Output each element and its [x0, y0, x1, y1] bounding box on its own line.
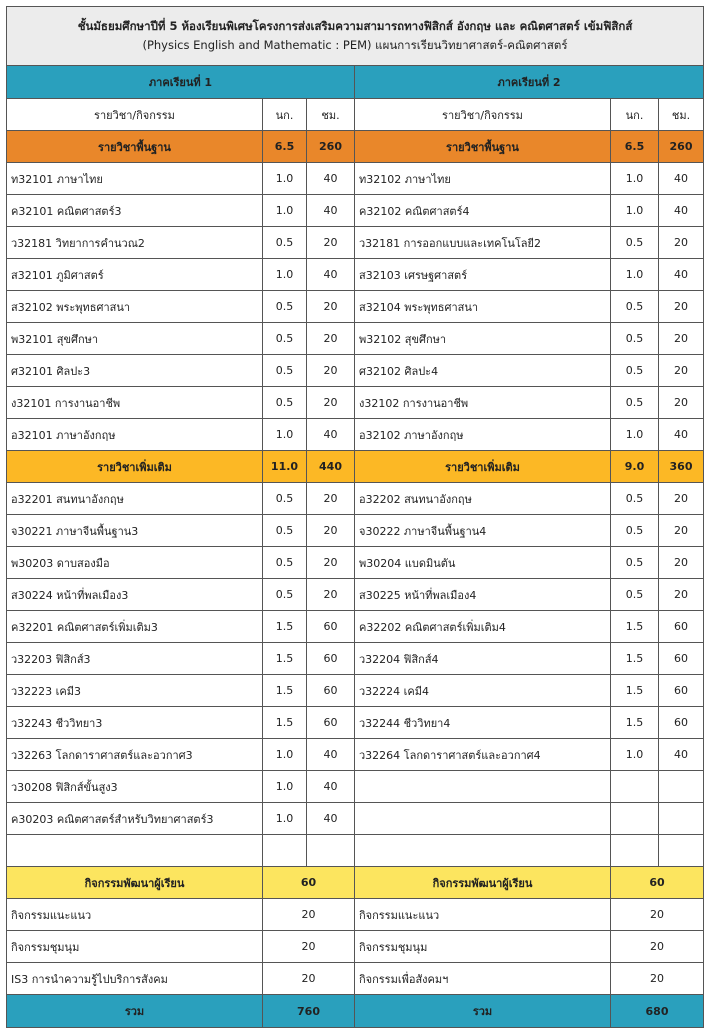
- title-line-2: (Physics English and Mathematic : PEM) แผนการเรียนวิทยาศาสตร์-คณิตศาสตร์: [142, 38, 568, 52]
- core-subjects-hours: 260: [659, 131, 704, 163]
- subject-credits: 0.5: [611, 483, 659, 515]
- subject-credits: 1.0: [611, 739, 659, 771]
- subject-name: ว32203 ฟิสิกส์3: [7, 643, 263, 675]
- subject-hours: 20: [307, 579, 355, 611]
- subject-credits: 1.5: [263, 675, 307, 707]
- extra-subjects-subject-row: [7, 643, 704, 675]
- title-row: [7, 7, 704, 66]
- subject-credits: 1.5: [263, 611, 307, 643]
- subject-hours: 20: [659, 227, 704, 259]
- subject-hours: 20: [307, 355, 355, 387]
- page-title: [7, 7, 704, 66]
- subject-hours: 60: [659, 611, 704, 643]
- core-subjects-subject-row: [7, 355, 704, 387]
- subject-credits: 0.5: [263, 323, 307, 355]
- total-label: รวม: [355, 995, 611, 1028]
- subject-name: ค32202 คณิตศาสตร์เพิ่มเติม4: [355, 611, 611, 643]
- semester-2-header: ภาคเรียนที่ 2: [355, 66, 704, 99]
- subject-name: ส30225 หน้าที่พลเมือง4: [355, 579, 611, 611]
- extra-subjects-label: รายวิชาเพิ่มเติม: [7, 451, 263, 483]
- subject-credits: 1.5: [611, 643, 659, 675]
- subject-hours: 40: [307, 259, 355, 291]
- extra-subjects-subject-row: [7, 675, 704, 707]
- subject-credits: 1.5: [263, 643, 307, 675]
- subject-hours: 20: [659, 515, 704, 547]
- subject-name: พ32101 สุขศึกษา: [7, 323, 263, 355]
- subject-credits: 1.0: [611, 419, 659, 451]
- hours-header: ชม.: [659, 99, 704, 131]
- core-subjects-credits: 6.5: [263, 131, 307, 163]
- subject-hours: 60: [659, 707, 704, 739]
- subject-credits: 0.5: [611, 387, 659, 419]
- core-subjects-credits: 6.5: [611, 131, 659, 163]
- subject-name: ว32223 เคมี3: [7, 675, 263, 707]
- subject-name: ส32102 พระพุทธศาสนา: [7, 291, 263, 323]
- extra-subjects-subject-row: [7, 739, 704, 771]
- subject-hours: 40: [659, 739, 704, 771]
- hours-header: ชม.: [307, 99, 355, 131]
- subject-hours: 20: [659, 483, 704, 515]
- subject-credits: 1.0: [263, 259, 307, 291]
- subject-hours: 20: [659, 355, 704, 387]
- subject-hours: 60: [659, 643, 704, 675]
- subject-name: อ32102 ภาษาอังกฤษ: [355, 419, 611, 451]
- subject-hours: 20: [307, 387, 355, 419]
- activity-name: IS3 การนำความรู้ไปบริการสังคม: [7, 963, 263, 995]
- subject-credits: 0.5: [611, 323, 659, 355]
- subject-credits: 1.5: [611, 707, 659, 739]
- extra-subjects-hours: 440: [307, 451, 355, 483]
- subject-hours: 20: [659, 387, 704, 419]
- subject-name: จ30222 ภาษาจีนพื้นฐาน4: [355, 515, 611, 547]
- subject-name: [7, 835, 263, 867]
- subject-name: ว32181 วิทยาการคำนวณ2: [7, 227, 263, 259]
- subject-name: [355, 835, 611, 867]
- subject-credits: 0.5: [263, 227, 307, 259]
- subject-hours: 40: [307, 419, 355, 451]
- subject-name: จ30221 ภาษาจีนพื้นฐาน3: [7, 515, 263, 547]
- activity-hours: 20: [611, 899, 704, 931]
- activities-header-row: [7, 867, 704, 899]
- subject-name: ว30208 ฟิสิกส์ขั้นสูง3: [7, 771, 263, 803]
- extra-subjects-subject-row: [7, 771, 704, 803]
- subject-hours: 20: [307, 515, 355, 547]
- subject-credits: 0.5: [263, 483, 307, 515]
- core-subjects-subject-row: [7, 387, 704, 419]
- activity-row: [7, 899, 704, 931]
- subject-name: ค32101 คณิตศาสตร์3: [7, 195, 263, 227]
- activity-hours: 20: [263, 931, 355, 963]
- total-hours: 760: [263, 995, 355, 1028]
- activity-hours: 20: [263, 899, 355, 931]
- subject-credits: 1.0: [611, 195, 659, 227]
- extra-subjects-subject-row: [7, 611, 704, 643]
- subject-name: ง32102 การงานอาชีพ: [355, 387, 611, 419]
- subject-hours: 60: [307, 707, 355, 739]
- subject-hours: 20: [659, 291, 704, 323]
- total-label: รวม: [7, 995, 263, 1028]
- extra-subjects-subject-row: [7, 835, 704, 867]
- subject-hours: [659, 803, 704, 835]
- subject-credits: 1.0: [263, 163, 307, 195]
- subject-name: อ32201 สนทนาอังกฤษ: [7, 483, 263, 515]
- subject-name: อ32101 ภาษาอังกฤษ: [7, 419, 263, 451]
- subject-hours: [307, 835, 355, 867]
- subject-hours: 60: [307, 611, 355, 643]
- extra-subjects-hours: 360: [659, 451, 704, 483]
- core-subjects-hours: 260: [307, 131, 355, 163]
- subject-credits: 1.0: [263, 195, 307, 227]
- subject-hours: 40: [307, 771, 355, 803]
- subject-name: ว32204 ฟิสิกส์4: [355, 643, 611, 675]
- subject-name: ส32103 เศรษฐศาสตร์: [355, 259, 611, 291]
- subject-name: พ30203 ดาบสองมือ: [7, 547, 263, 579]
- activity-name: กิจกรรมแนะแนว: [7, 899, 263, 931]
- subject-hours: 20: [659, 323, 704, 355]
- subject-hours: [659, 771, 704, 803]
- extra-subjects-credits: 11.0: [263, 451, 307, 483]
- core-subjects-label: รายวิชาพื้นฐาน: [355, 131, 611, 163]
- subject-hours: [659, 835, 704, 867]
- subject-name: ว32224 เคมี4: [355, 675, 611, 707]
- subject-hours: 40: [307, 803, 355, 835]
- subject-credits: 0.5: [263, 515, 307, 547]
- extra-subjects-subject-row: [7, 803, 704, 835]
- subject-credits: 1.0: [263, 771, 307, 803]
- subject-hours: 20: [659, 547, 704, 579]
- subject-credits: 0.5: [611, 515, 659, 547]
- subject-name: ศ32102 ศิลปะ4: [355, 355, 611, 387]
- activity-hours: 20: [263, 963, 355, 995]
- subject-hours: 40: [659, 163, 704, 195]
- core-subjects-subject-row: [7, 259, 704, 291]
- extra-subjects-subject-row: [7, 515, 704, 547]
- subject-credits: 1.0: [263, 803, 307, 835]
- subject-hours: 60: [307, 643, 355, 675]
- activity-name: กิจกรรมชุมนุม: [7, 931, 263, 963]
- subject-credits: 0.5: [611, 291, 659, 323]
- subject-hours: 20: [307, 323, 355, 355]
- subject-credits: 0.5: [611, 355, 659, 387]
- core-subjects-subject-row: [7, 195, 704, 227]
- extra-subjects-header-row: [7, 451, 704, 483]
- subject-name: ว32263 โลกดาราศาสตร์และอวกาศ3: [7, 739, 263, 771]
- subject-name: ท32102 ภาษาไทย: [355, 163, 611, 195]
- total-hours: 680: [611, 995, 704, 1028]
- subject-header: รายวิชา/กิจกรรม: [355, 99, 611, 131]
- subject-credits: 0.5: [611, 227, 659, 259]
- subject-hours: 40: [307, 739, 355, 771]
- subject-hours: 20: [307, 227, 355, 259]
- subject-hours: 40: [307, 195, 355, 227]
- subject-credits: [611, 771, 659, 803]
- curriculum-table: [6, 6, 704, 1028]
- subject-credits: 1.0: [611, 259, 659, 291]
- subject-name: ว32181 การออกแบบและเทคโนโลยี2: [355, 227, 611, 259]
- core-subjects-subject-row: [7, 227, 704, 259]
- subject-hours: 40: [659, 195, 704, 227]
- extra-subjects-subject-row: [7, 579, 704, 611]
- subject-name: [355, 803, 611, 835]
- extra-subjects-credits: 9.0: [611, 451, 659, 483]
- activity-name: กิจกรรมเพื่อสังคมฯ: [355, 963, 611, 995]
- activity-hours: 20: [611, 931, 704, 963]
- subject-hours: 60: [307, 675, 355, 707]
- subject-name: ส32104 พระพุทธศาสนา: [355, 291, 611, 323]
- activity-row: [7, 931, 704, 963]
- subject-name: ว32244 ชีววิทยา4: [355, 707, 611, 739]
- subject-name: ค30203 คณิตศาสตร์สำหรับวิทยาศาสตร์3: [7, 803, 263, 835]
- activities-hours: 60: [611, 867, 704, 899]
- activity-row: [7, 963, 704, 995]
- subject-credits: 1.0: [611, 163, 659, 195]
- subject-credits: 1.5: [611, 611, 659, 643]
- subject-credits: 0.5: [263, 291, 307, 323]
- subject-name: ค32102 คณิตศาสตร์4: [355, 195, 611, 227]
- subject-hours: 40: [659, 259, 704, 291]
- extra-subjects-subject-row: [7, 547, 704, 579]
- subject-name: พ32102 สุขศึกษา: [355, 323, 611, 355]
- extra-subjects-subject-row: [7, 483, 704, 515]
- subject-credits: 0.5: [611, 547, 659, 579]
- subject-name: [355, 771, 611, 803]
- total-row: [7, 995, 704, 1028]
- subject-hours: 60: [659, 675, 704, 707]
- activities-label: กิจกรรมพัฒนาผู้เรียน: [355, 867, 611, 899]
- activity-name: กิจกรรมชุมนุม: [355, 931, 611, 963]
- core-subjects-subject-row: [7, 419, 704, 451]
- semester-header-row: [7, 66, 704, 99]
- subject-name: ง32101 การงานอาชีพ: [7, 387, 263, 419]
- subject-credits: [611, 835, 659, 867]
- core-subjects-subject-row: [7, 323, 704, 355]
- core-subjects-header-row: [7, 131, 704, 163]
- subject-name: ว32243 ชีววิทยา3: [7, 707, 263, 739]
- subject-name: ค32201 คณิตศาสตร์เพิ่มเติม3: [7, 611, 263, 643]
- subject-credits: 1.0: [263, 739, 307, 771]
- activity-name: กิจกรรมแนะแนว: [355, 899, 611, 931]
- subject-credits: [611, 803, 659, 835]
- subject-credits: 0.5: [263, 387, 307, 419]
- subject-credits: 0.5: [263, 579, 307, 611]
- subject-hours: 20: [659, 579, 704, 611]
- extra-subjects-subject-row: [7, 707, 704, 739]
- subject-hours: 40: [659, 419, 704, 451]
- subject-name: ส30224 หน้าที่พลเมือง3: [7, 579, 263, 611]
- extra-subjects-label: รายวิชาเพิ่มเติม: [355, 451, 611, 483]
- credits-header: นก.: [611, 99, 659, 131]
- subject-name: ศ32101 ศิลปะ3: [7, 355, 263, 387]
- subject-name: ส32101 ภูมิศาสตร์: [7, 259, 263, 291]
- activity-hours: 20: [611, 963, 704, 995]
- subject-credits: 1.5: [611, 675, 659, 707]
- semester-1-header: ภาคเรียนที่ 1: [7, 66, 355, 99]
- subject-credits: 0.5: [611, 579, 659, 611]
- subject-credits: 1.0: [263, 419, 307, 451]
- core-subjects-label: รายวิชาพื้นฐาน: [7, 131, 263, 163]
- subject-hours: 40: [307, 163, 355, 195]
- activities-hours: 60: [263, 867, 355, 899]
- subject-hours: 20: [307, 547, 355, 579]
- column-header-row: [7, 99, 704, 131]
- subject-name: อ32202 สนทนาอังกฤษ: [355, 483, 611, 515]
- subject-header: รายวิชา/กิจกรรม: [7, 99, 263, 131]
- credits-header: นก.: [263, 99, 307, 131]
- subject-credits: 0.5: [263, 547, 307, 579]
- subject-credits: 0.5: [263, 355, 307, 387]
- subject-credits: [263, 835, 307, 867]
- subject-name: ว32264 โลกดาราศาสตร์และอวกาศ4: [355, 739, 611, 771]
- subject-name: ท32101 ภาษาไทย: [7, 163, 263, 195]
- core-subjects-subject-row: [7, 163, 704, 195]
- title-line-1: ชั้นมัธยมศึกษาปีที่ 5 ห้องเรียนพิเศษโครงการส่งเสริมความสามารถทางฟิสิกส์ อังกฤษ และ คณิตศาสตร์ เข้มฟิสิกส์: [77, 19, 633, 33]
- subject-hours: 20: [307, 291, 355, 323]
- subject-name: พ30204 แบดมินตัน: [355, 547, 611, 579]
- subject-hours: 20: [307, 483, 355, 515]
- core-subjects-subject-row: [7, 291, 704, 323]
- activities-label: กิจกรรมพัฒนาผู้เรียน: [7, 867, 263, 899]
- subject-credits: 1.5: [263, 707, 307, 739]
